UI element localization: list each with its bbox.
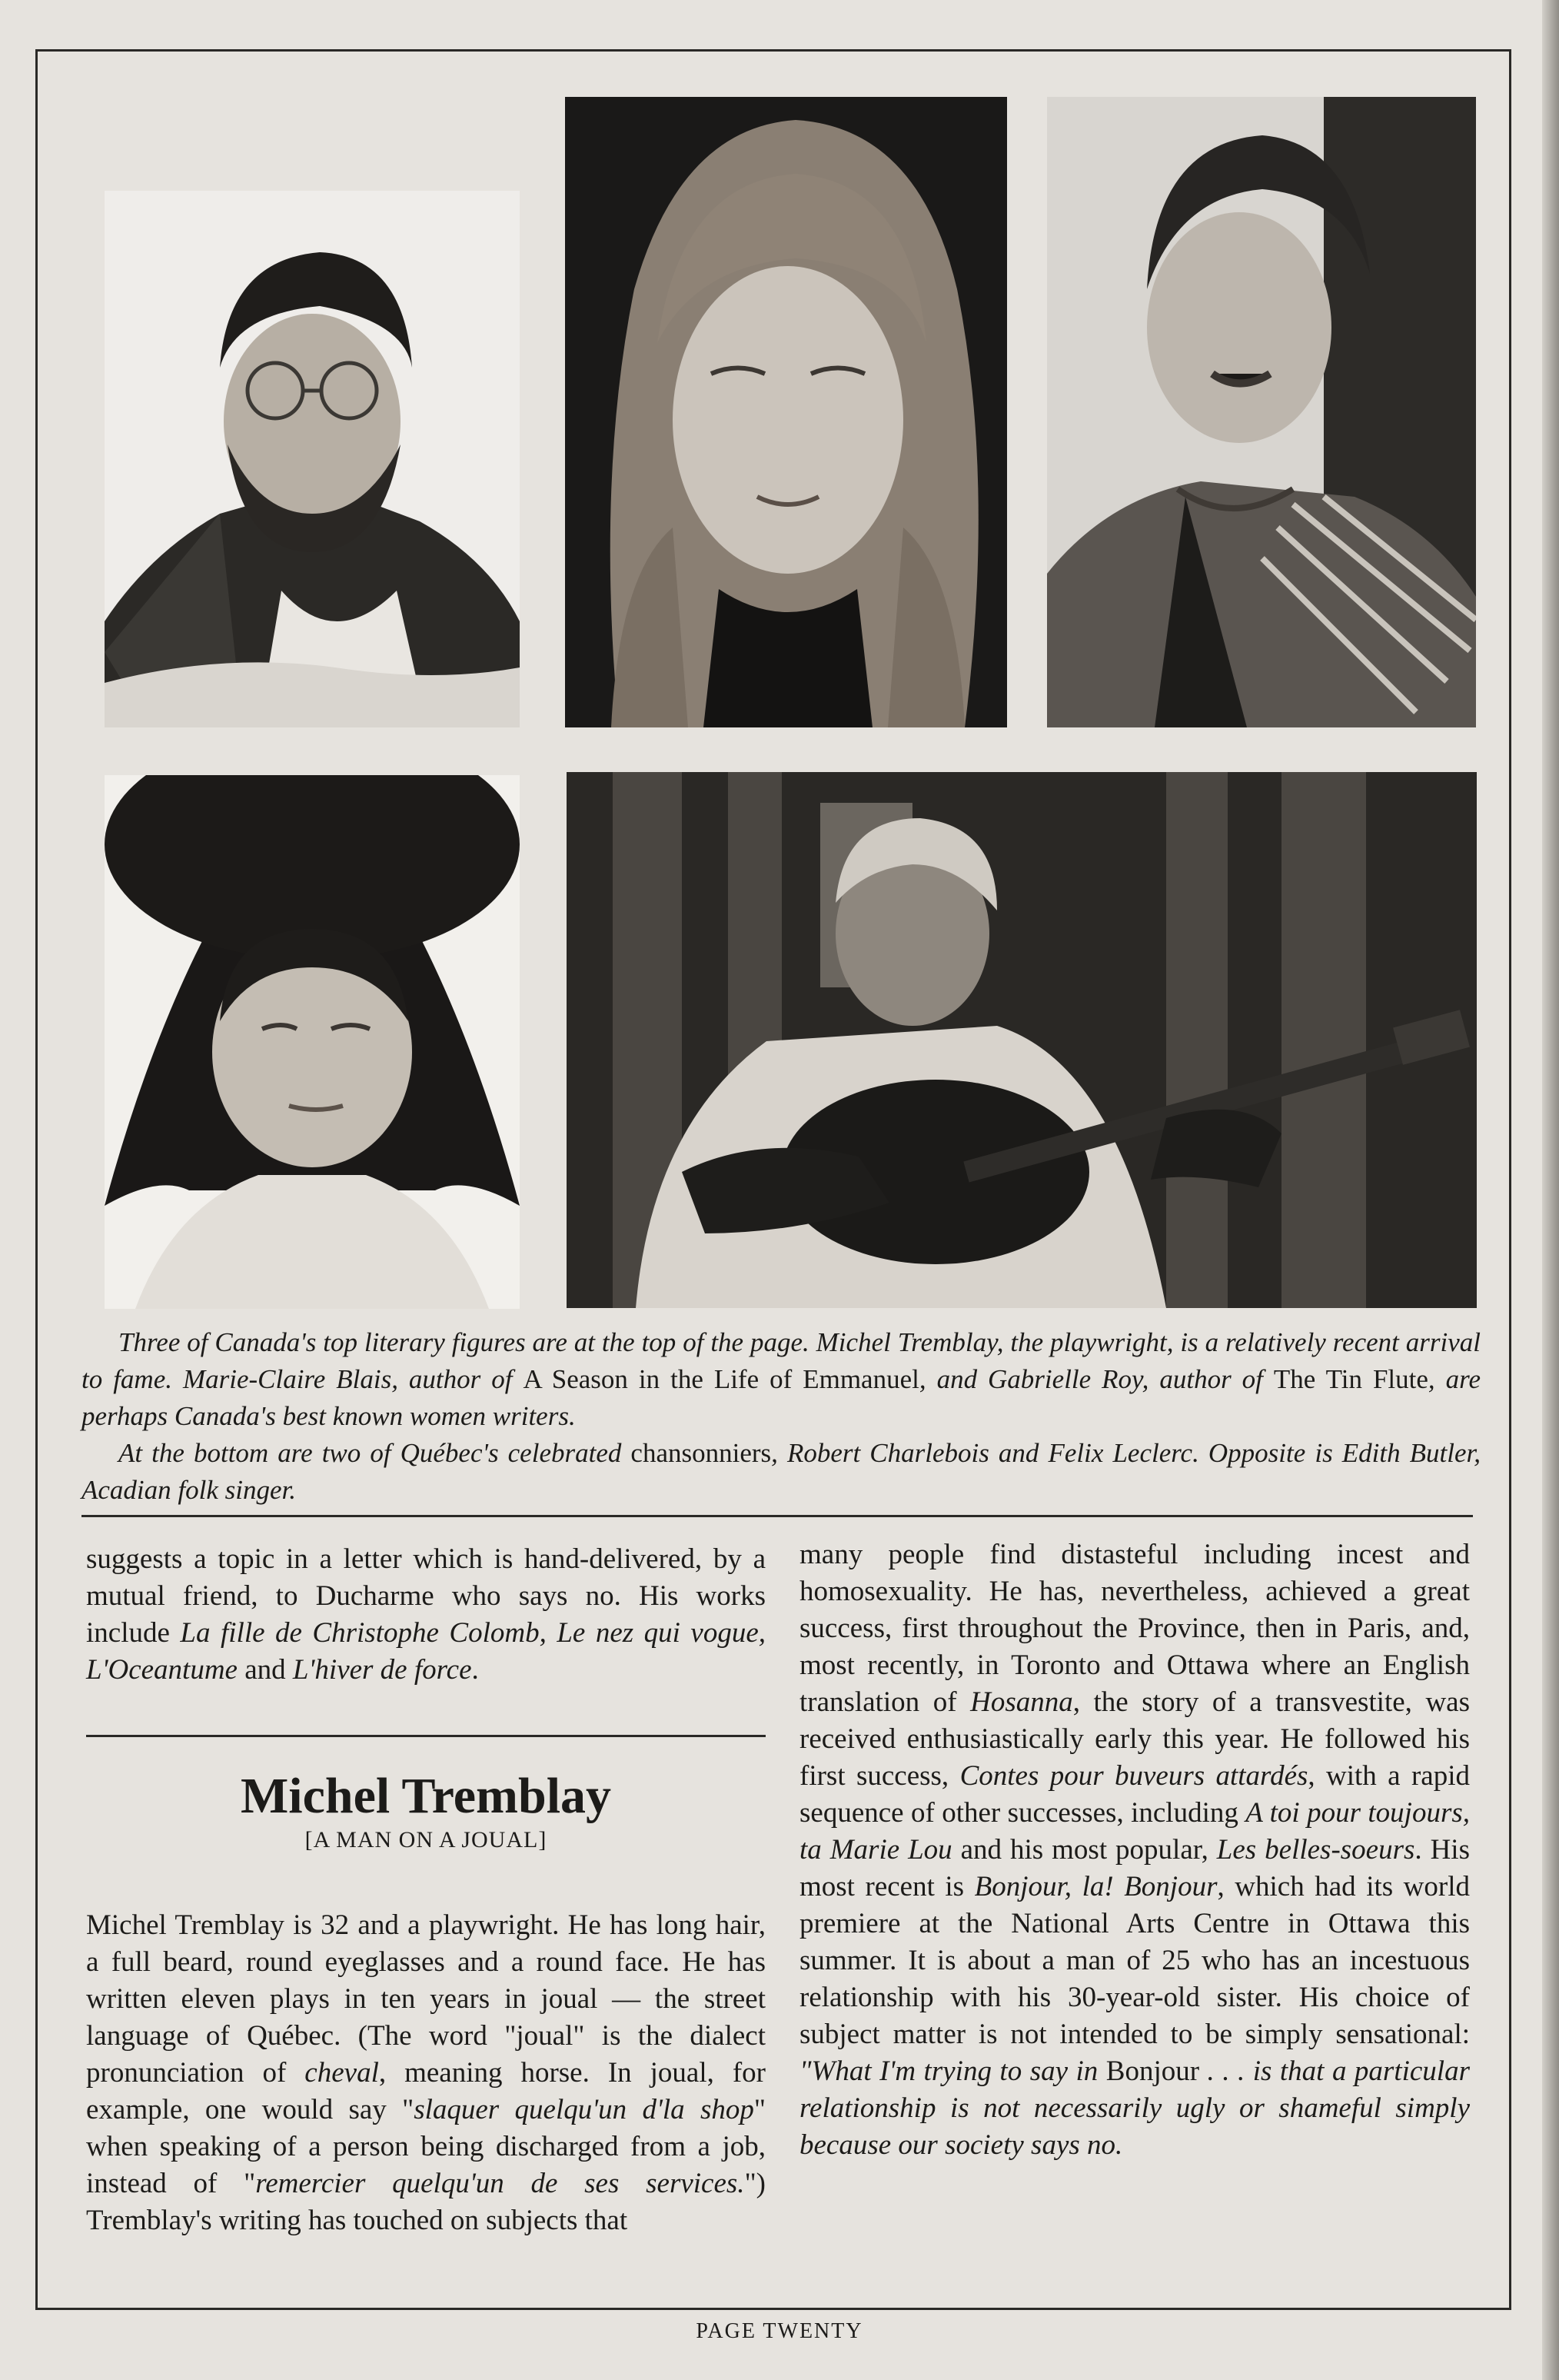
caption-book-title: The Tin Flute xyxy=(1273,1364,1428,1394)
left-column-continuation xyxy=(86,1541,766,1689)
caption-paragraph-2 xyxy=(81,1435,1481,1509)
body-text: Michel Tremblay is 32 and a playwright. He has long hair, a full beard, round eyeglasses and a round face. He has written eleven plays in ten years in joual — the street language of Québec. (The word "joual" is the dialect pronunciation of xyxy=(86,1909,766,2089)
body-text: " when speaking of a person being discharged from a job, instead of " xyxy=(86,2094,766,2199)
continuation-paragraph xyxy=(86,1541,766,1689)
play-title: Bonjour, la! Bonjour xyxy=(974,1871,1218,1902)
body-text: , meaning horse. In joual, for example, one would say " xyxy=(86,2057,766,2125)
caption-book-title: A Season in the Life of Emmanuel xyxy=(523,1364,919,1394)
quote-text: "What I'm trying to say in xyxy=(799,2055,1106,2087)
photo-marie-claire-blais xyxy=(565,97,1007,727)
body-italic: remercier quelqu'un de ses services. xyxy=(255,2168,745,2199)
work-titles: La fille de Christophe Colomb, Le nez qui vogue, L'Oceantume xyxy=(86,1617,766,1686)
caption-paragraph-1 xyxy=(81,1324,1481,1435)
body-text: , which had its world premiere at the National Arts Centre in Ottawa this summer. It is about a man of 25 who has an incestuous relationship with his 30-year-old sister. His choice of subject matter is not intended to be simply sensational: xyxy=(799,1871,1471,2050)
article-paragraph xyxy=(799,1536,1470,2164)
body-italic: slaquer quelqu'un d'la shop xyxy=(414,2094,754,2125)
article-body-left xyxy=(86,1907,766,2239)
caption-term: chansonniers xyxy=(630,1438,772,1468)
body-text: . xyxy=(471,1654,479,1686)
body-text: , with a rapid sequence of other successes, including xyxy=(799,1760,1470,1829)
column-divider xyxy=(86,1735,766,1737)
article-title: Michel Tremblay xyxy=(240,1768,612,1824)
body-text: many people find distasteful including incest and homosexuality. He has, nevertheless, achieved a great success, first throughout the Province, then in Paris, and, most recently, in Toronto and Ottawa where an English translation of xyxy=(799,1539,1470,1718)
quote-play-title: Bonjour xyxy=(1105,2055,1200,2087)
play-title: Les belles-soeurs xyxy=(1216,1834,1415,1866)
article-body-right xyxy=(799,1536,1470,2164)
play-title: A toi pour toujours, ta Marie Lou xyxy=(799,1797,1471,1866)
caption-text: , Robert Charlebois and Felix Leclerc. Opposite is Edith Butler, Acadian folk singer. xyxy=(81,1438,1481,1505)
quote-text: . . . is that a particular relationship is not necessarily ugly or shameful simply because our society says no. xyxy=(799,2055,1470,2161)
page-number: PAGE TWENTY xyxy=(696,2319,863,2343)
body-text: ") Tremblay's writing has touched on subjects that xyxy=(86,2168,766,2236)
photo-michel-tremblay xyxy=(105,191,520,727)
article-kicker: [A MAN ON A JOUAL] xyxy=(304,1827,547,1852)
photo-felix-leclerc xyxy=(567,772,1477,1308)
photo-gabrielle-roy xyxy=(1047,97,1476,727)
body-text: . His most recent is xyxy=(799,1834,1470,1902)
caption-text: , are perhaps Canada's best known women writers. xyxy=(81,1364,1481,1431)
body-text: and xyxy=(237,1654,293,1686)
play-title: Hosanna xyxy=(970,1686,1073,1718)
body-text: suggests a topic in a letter which is hand-delivered, by a mutual friend, to Ducharme who says no. His works include xyxy=(86,1543,766,1649)
caption-text: Three of Canada's top literary figures are at the top of the page. Michel Tremblay, the playwright, is a relatively recent arrival to fame. Marie-Claire Blais, author of xyxy=(81,1327,1481,1394)
play-title: Contes pour buveurs attardés xyxy=(959,1760,1308,1792)
photo-robert-charlebois xyxy=(105,775,520,1309)
caption-text: , and Gabrielle Roy, author of xyxy=(919,1364,1274,1394)
photo-caption xyxy=(81,1324,1481,1509)
caption-text: At the bottom are two of Québec's celebrated xyxy=(118,1438,631,1468)
body-text: and his most popular, xyxy=(952,1834,1217,1866)
article-paragraph xyxy=(86,1907,766,2239)
work-title: L'hiver de force xyxy=(292,1654,472,1686)
body-text: , the story of a transvestite, was received enthusiastically early this year. He followed his first success, xyxy=(799,1686,1470,1792)
page-edge-shadow xyxy=(1542,0,1559,2380)
section-divider xyxy=(81,1515,1473,1517)
body-italic: cheval xyxy=(304,2057,379,2089)
article-header xyxy=(86,1767,766,1853)
